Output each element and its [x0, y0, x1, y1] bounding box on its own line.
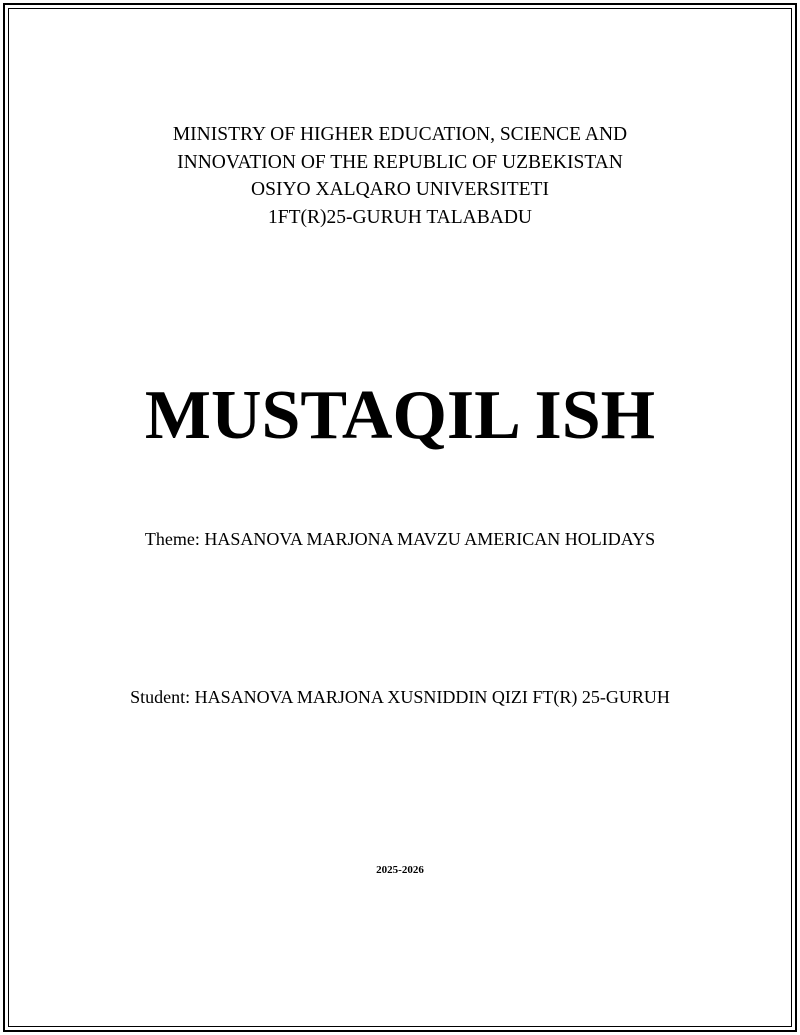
header-line-republic: INNOVATION OF THE REPUBLIC OF UZBEKISTAN	[177, 151, 623, 173]
document-title: MUSTAQIL ISH	[144, 377, 656, 454]
header-line-ministry: MINISTRY OF HIGHER EDUCATION, SCIENCE AND	[172, 124, 628, 145]
student-line: Student: HASANOVA MARJONA XUSNIDDIN QIZI FT(R) 25-GURUH	[130, 687, 670, 707]
header-line-university: OSIYO XALQARO UNIVERSITETI	[251, 179, 549, 200]
theme-line: Theme: HASANOVA MARJONA MAVZU AMERICAN HOLIDAYS	[144, 529, 656, 549]
academic-year: 2025-2026	[376, 864, 424, 876]
header-line-group: 1FT(R)25-GURUH TALABADU	[267, 206, 533, 228]
institution-header	[0, 121, 800, 231]
